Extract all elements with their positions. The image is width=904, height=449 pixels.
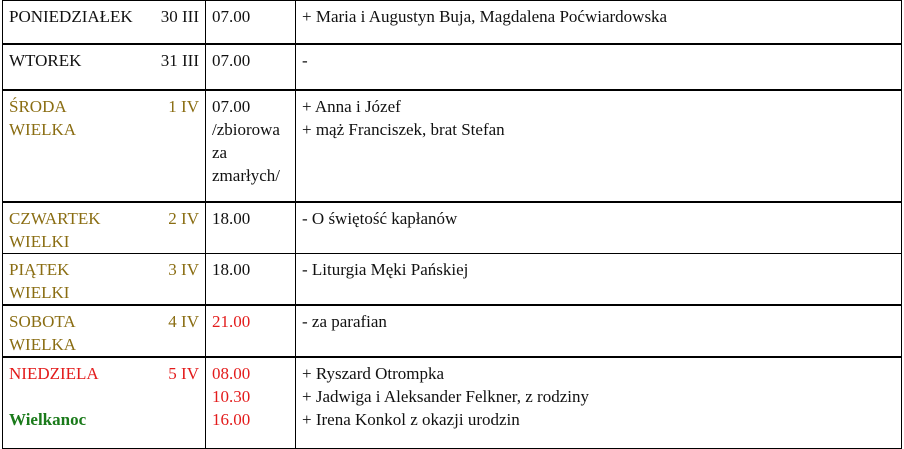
day-date: 30 III: [160, 7, 199, 26]
intention-text: + Ryszard Otrompka: [302, 363, 445, 383]
intention-cell: [296, 44, 902, 90]
mass-time: 18.00: [212, 208, 251, 228]
day-date: 4 IV: [168, 311, 199, 331]
intention-cell: [296, 357, 902, 449]
day-name-second-line: WIELKI: [9, 231, 70, 251]
intention-cell: [296, 253, 902, 305]
intention-text: - Liturgia Męki Pańskiej: [302, 259, 469, 279]
intention-text: + mąż Franciszek, brat Stefan: [302, 119, 505, 139]
day-cell: [3, 305, 206, 357]
day-name-second-line: WIELKA: [9, 334, 77, 354]
table-row: [3, 305, 902, 357]
mass-time: 07.00: [212, 50, 251, 70]
day-name-second-line: WIELKI: [9, 282, 70, 302]
mass-time: 16.00: [212, 409, 251, 429]
table-row: [3, 253, 902, 305]
day-name: WTOREK: [9, 50, 82, 70]
intention-text: -: [302, 50, 308, 70]
day-name: SOBOTA: [9, 311, 76, 331]
table-row: [3, 90, 902, 202]
day-cell: [3, 1, 206, 44]
intention-cell: [296, 90, 902, 202]
day-cell: [3, 202, 206, 254]
time-cell: [206, 305, 296, 357]
mass-time: 07.00: [212, 7, 251, 26]
table-row: [3, 44, 902, 90]
intention-text: + Jadwiga i Aleksander Felkner, z rodziny: [302, 386, 589, 406]
day-cell: [3, 357, 206, 449]
intention-text: - za parafian: [302, 311, 387, 331]
mass-note: zmarłych/: [212, 165, 280, 185]
intention-cell: [296, 202, 902, 254]
intention-text: - O świętość kapłanów: [302, 208, 458, 228]
day-cell: [3, 90, 206, 202]
day-date: 31 III: [160, 50, 199, 70]
mass-time: 18.00: [212, 259, 251, 279]
table-row: [3, 1, 902, 44]
mass-schedule-table: [2, 0, 902, 449]
day-date: 5 IV: [168, 363, 199, 383]
day-date: 2 IV: [168, 208, 199, 228]
time-cell: [206, 202, 296, 254]
day-cell: [3, 44, 206, 90]
day-name: ŚRODA: [9, 96, 67, 116]
day-date: 1 IV: [168, 96, 199, 116]
day-name: CZWARTEK: [9, 208, 101, 228]
day-name: NIEDZIELA: [9, 363, 99, 383]
mass-note: za: [212, 142, 228, 162]
intention-text: + Irena Konkol z okazji urodzin: [302, 409, 520, 429]
intention-cell: [296, 1, 902, 44]
intention-cell: [296, 305, 902, 357]
table-row: [3, 357, 902, 449]
intention-text: + Anna i Józef: [302, 96, 401, 116]
day-name: PONIEDZIAŁEK: [9, 7, 133, 26]
day-date: 3 IV: [168, 259, 199, 279]
time-cell: [206, 357, 296, 449]
mass-note: /zbiorowa: [212, 119, 280, 139]
time-cell: [206, 1, 296, 44]
mass-time: 07.00: [212, 96, 251, 116]
feast-name: Wielkanoc: [9, 409, 87, 429]
day-name: PIĄTEK: [9, 259, 70, 279]
spacer: [9, 385, 199, 408]
day-name-second-line: WIELKA: [9, 119, 77, 139]
day-cell: [3, 253, 206, 305]
time-cell: [206, 90, 296, 202]
mass-time: 21.00: [212, 311, 251, 331]
time-cell: [206, 44, 296, 90]
time-cell: [206, 253, 296, 305]
mass-time: 10.30: [212, 386, 251, 406]
mass-time: 08.00: [212, 363, 251, 383]
intention-text: + Maria i Augustyn Buja, Magdalena Poćwiardowska: [302, 7, 668, 26]
table-row: [3, 202, 902, 254]
